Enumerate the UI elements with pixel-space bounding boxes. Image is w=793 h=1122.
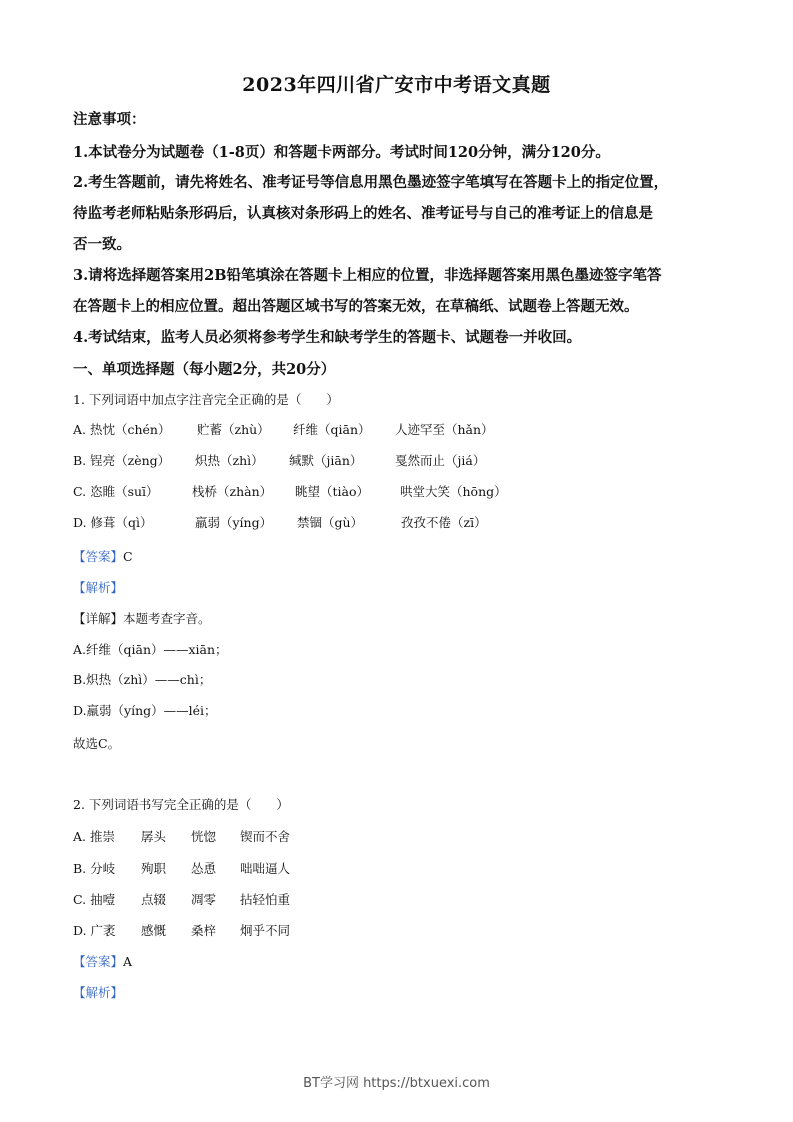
option-word: 哄堂大笑（hōng） [400, 484, 507, 499]
option-word: 禁锢（gù） [297, 515, 364, 530]
detail-tag: 【详解】 [73, 611, 124, 626]
option-word: 感慨 [141, 923, 167, 938]
option-word: 恍惚 [191, 829, 217, 844]
option-word: C. 恣睢（suī） [73, 484, 159, 499]
option-word: 锲而不舍 [240, 829, 291, 844]
option-word: 炽热（zhì） [195, 453, 264, 468]
option-word: 纤维（qiān） [293, 422, 371, 437]
option-word: A. 推崇 [73, 829, 115, 844]
option-word: 咄咄逼人 [240, 861, 291, 876]
option-word: 栈桥（zhàn） [192, 484, 273, 499]
footer-watermark: BT学习网 https://btxuexi.com [303, 1076, 490, 1091]
option-word: B. 分岐 [73, 861, 116, 876]
answer-value: A [123, 954, 133, 969]
answer-line [73, 547, 133, 565]
option-word: B. 锃亮（zèng） [73, 453, 171, 468]
option-word: 炯乎不同 [240, 923, 291, 938]
notice-line: 4.考试结束，监考人员必须将参考学生和缺考学生的答题卡、试题卷一并收回。 [73, 329, 582, 346]
explain-line: 故选C。 [73, 736, 121, 751]
option-word: 桑梓 [191, 923, 217, 938]
notice-line: 在答题卡上的相应位置。超出答题区域书写的答案无效，在草稿纸、试题卷上答题无效。 [73, 298, 639, 315]
option-word: 孜孜不倦（zī） [401, 515, 487, 530]
question-stem: 2. 下列词语书写完全正确的是（ ） [73, 797, 289, 812]
notice-line: 3.请将选择题答案用2B铅笔填涂在答题卡上相应的位置，非选择题答案用黑色墨迹签字笔答 [73, 267, 662, 284]
option-word: 怂恿 [191, 861, 217, 876]
notice-line: 2.考生答题前，请先将姓名、准考证号等信息用黑色墨迹签字笔填写在答题卡上的指定位置， [73, 174, 669, 191]
option-word: 眺望（tiào） [295, 484, 369, 499]
explain-line: A.纤维（qiān）——xiān； [73, 642, 228, 657]
explain-line: D.羸弱（yíng）——léi； [73, 703, 217, 718]
option-word: 缄默（jiān） [289, 453, 363, 468]
option-word: 殉职 [141, 861, 167, 876]
answer-value: C [123, 549, 133, 564]
option-word: 贮蓄（zhù） [197, 422, 270, 437]
notice-line: 1.本试卷分为试题卷（1-8页）和答题卡两部分。考试时间120分钟，满分120分。 [73, 144, 610, 161]
detail-text: 本题考查字音。 [123, 611, 211, 626]
answer-tag: 【答案】 [73, 954, 124, 969]
option-word: D. 广袤 [73, 923, 116, 938]
analysis-tag: 【解析】 [73, 985, 124, 1000]
section-heading: 一、单项选择题（每小题2分，共20分） [73, 361, 336, 378]
analysis-tag: 【解析】 [73, 580, 124, 595]
answer-tag: 【答案】 [73, 549, 124, 564]
question-stem: 1. 下列词语中加点字注音完全正确的是（ ） [73, 392, 339, 407]
option-word: 戛然而止（jiá） [395, 453, 486, 468]
detail-line [73, 609, 211, 627]
option-word: D. 修葺（qì） [73, 515, 153, 530]
notice-line: 否一致。 [73, 236, 131, 253]
option-word: C. 抽噎 [73, 892, 116, 907]
option-word: 点辍 [141, 892, 167, 907]
option-word: 孱头 [141, 829, 167, 844]
notice-heading: 注意事项： [73, 111, 146, 128]
explain-line: B.炽热（zhì）——chì； [73, 672, 212, 687]
option-word: 拈轻怕重 [240, 892, 291, 907]
option-word: 人迹罕至（hǎn） [395, 422, 494, 437]
option-word: 羸弱（yíng） [195, 515, 273, 530]
notice-line: 待监考老师粘贴条形码后，认真核对条形码上的姓名、准考证号与自己的准考证上的信息是 [73, 205, 653, 222]
option-word: 凋零 [191, 892, 217, 907]
answer-line [73, 952, 132, 970]
page-title: 2023年四川省广安市中考语文真题 [242, 74, 551, 96]
option-word: A. 热忱（chén） [73, 422, 171, 437]
